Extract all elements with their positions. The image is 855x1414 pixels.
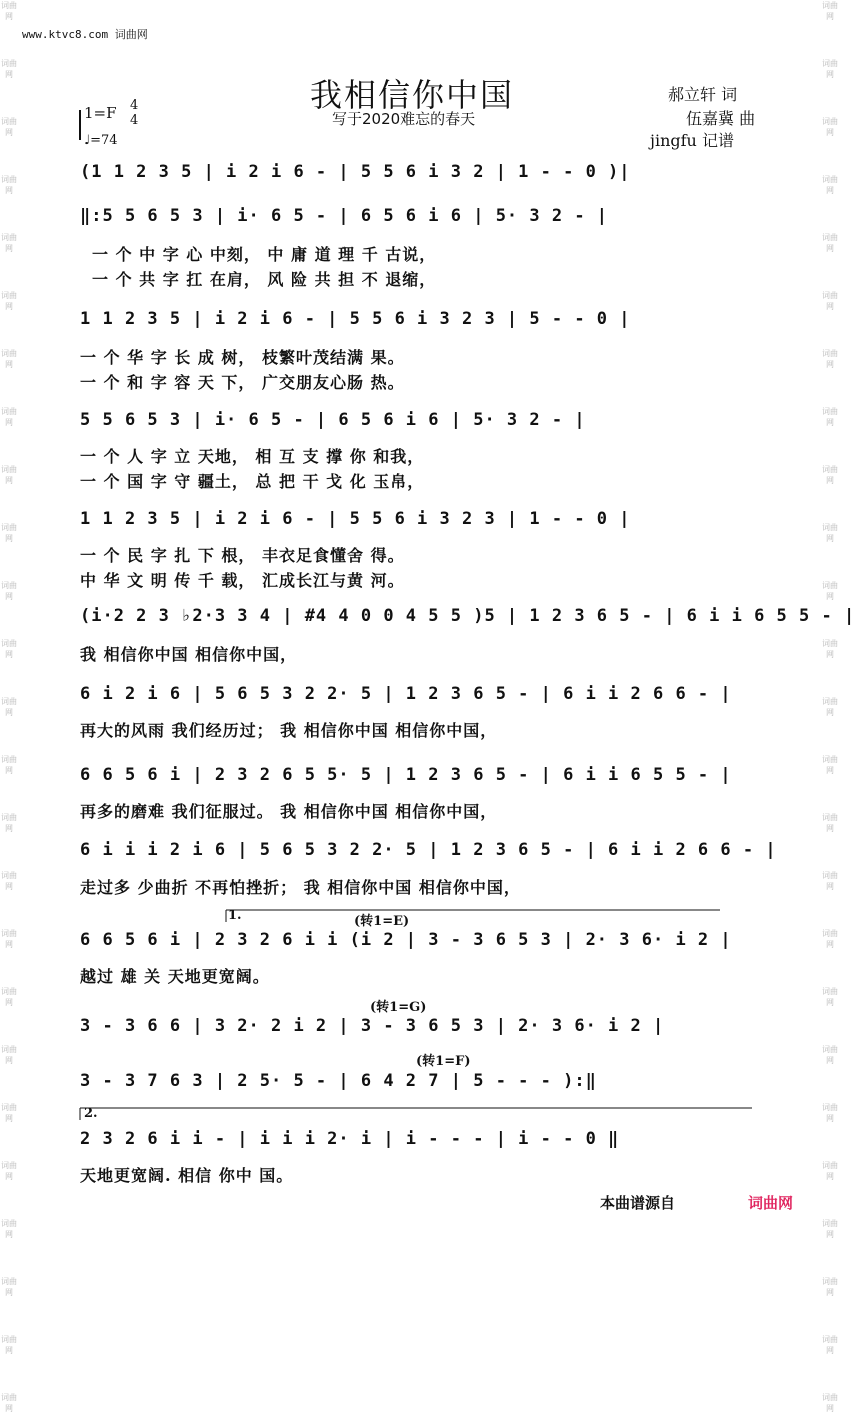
score-system-1-notes: (1 1 2 3 5 | i 2 i 6 - | 5 5 6 i 3 2 | 1 - - 0 )|: [80, 162, 631, 182]
quarter-note-icon: ♩: [84, 133, 91, 148]
composer-credit: 伍嘉冀 曲: [686, 109, 756, 128]
meter-bottom: 4: [130, 113, 139, 128]
score-system-8-lyrics-1: 再多的磨难 我们征服过。 我 相信你中国 相信你中国，: [80, 802, 498, 821]
source-label: 本曲谱源自: [600, 1194, 676, 1212]
score-system-8-notes: 6 6 5 6 i | 2 3 2 6 5 5· 5 | 1 2 3 6 5 - | 6 i i 6 5 5 - |: [80, 765, 732, 785]
meter-top: 4: [130, 98, 139, 113]
score-system-6-notes: (i·2 2 3 ♭2·3 3 4 | #4 4 0 0 4 5 5 )5 | 1 2 3 6 5 - | 6 i i 6 5 5 - |: [80, 606, 855, 626]
left-watermark-strip: 词曲网 词曲网 词曲网 词曲网 词曲网 词曲网 词曲网 词曲网 词曲网 词曲网 词曲网 词曲网 词曲网 词曲网 词曲网 词曲网 词曲网 词曲网 词曲网 词曲网 词曲网 词曲网 词曲网 词曲网 词曲网: [1, 1, 17, 1413]
right-watermark-strip: 词曲网 词曲网 词曲网 词曲网 词曲网 词曲网 词曲网 词曲网 词曲网 词曲网 词曲网 词曲网 词曲网 词曲网 词曲网 词曲网 词曲网 词曲网 词曲网 词曲网 词曲网 词曲网 词曲网 词曲网 词曲网: [822, 1, 838, 1413]
score-system-3-lyrics-2: 一 个 和 字 容 天 下， 广交朋友心肠 热。: [80, 373, 405, 392]
site-url[interactable]: www.ktvc8.com 词曲网: [22, 28, 148, 41]
score-system-2-notes: ‖:5 5 6 5 3 | i· 6 5 - | 6 5 6 i 6 | 5· 3 2 - |: [80, 206, 609, 226]
score-system-6-lyrics-1: 我 相信你中国 相信你中国，: [80, 645, 298, 664]
first-ending-mark: 1.: [228, 908, 242, 923]
lyricist-credit: 郝立轩 词: [668, 85, 738, 104]
score-system-3-notes: 1 1 2 3 5 | i 2 i 6 - | 5 5 6 i 3 2 3 | 5 - - 0 |: [80, 309, 631, 329]
modulation-to-e: (转1=E): [354, 914, 410, 929]
score-system-13-lyrics-1: 天地更宽阔. 相信 你中 国。: [80, 1166, 294, 1185]
score-system-5-lyrics-2: 中 华 文 明 传 千 载， 汇成长江与黄 河。: [80, 571, 405, 590]
score-system-7-notes: 6 i 2 i 6 | 5 6 5 3 2 2· 5 | 1 2 3 6 5 - | 6 i i 2 6 6 - |: [80, 684, 732, 704]
score-system-13-notes: 2 3 2 6 i i - | i i i 2· i | i - - - | i - - 0 ‖: [80, 1129, 620, 1149]
brand-logo-text[interactable]: 词曲网: [748, 1194, 794, 1212]
score-system-2-lyrics-1: 一 个 中 字 心 中刻， 中 庸 道 理 千 古说，: [92, 245, 437, 264]
score-system-4-lyrics-1: 一 个 人 字 立 天地， 相 互 支 撑 你 和我，: [80, 447, 425, 466]
score-system-2-lyrics-2: 一 个 共 字 扛 在肩， 风 险 共 担 不 退缩，: [92, 270, 437, 289]
score-system-5-notes: 1 1 2 3 5 | i 2 i 6 - | 5 5 6 i 3 2 3 | 1 - - 0 |: [80, 509, 631, 529]
score-system-9-lyrics-1: 走过多 少曲折 不再怕挫折； 我 相信你中国 相信你中国，: [80, 878, 521, 897]
score-system-4-notes: 5 5 6 5 3 | i· 6 5 - | 6 5 6 i 6 | 5· 3 2 - |: [80, 410, 586, 430]
score-system-4-lyrics-2: 一 个 国 字 守 疆土， 总 把 干 戈 化 玉帛，: [80, 472, 425, 491]
key-signature: 1=F: [84, 104, 117, 122]
modulation-to-f: (转1=F): [416, 1054, 471, 1069]
score-system-5-lyrics-1: 一 个 民 字 扎 下 根， 丰衣足食懂舍 得。: [80, 546, 405, 565]
transcriber-credit: jingfu 记谱: [650, 131, 734, 150]
second-ending-mark: 2.: [84, 1106, 98, 1121]
song-subtitle: 写于2020难忘的春天: [332, 110, 476, 128]
modulation-to-g: (转1=G): [370, 1000, 427, 1015]
score-system-10-lyrics-1: 越过 雄 关 天地更宽阔。: [80, 967, 270, 986]
score-system-9-notes: 6 i i i 2 i 6 | 5 6 5 3 2 2· 5 | 1 2 3 6 5 - | 6 i i 2 6 6 - |: [80, 840, 777, 860]
score-system-3-lyrics-1: 一 个 华 字 长 成 树， 枝繁叶茂结满 果。: [80, 348, 405, 367]
score-system-12-notes: 3 - 3 7 6 3 | 2 5· 5 - | 6 4 2 7 | 5 - - - ):‖: [80, 1071, 597, 1091]
score-system-7-lyrics-1: 再大的风雨 我们经历过； 我 相信你中国 相信你中国，: [80, 721, 498, 740]
tempo-marking: ♩=74: [84, 133, 118, 148]
score-system-10-notes: 6 6 5 6 i | 2 3 2 6 i i (i 2 | 3 - 3 6 5 3 | 2· 3 6· i 2 |: [80, 930, 732, 950]
song-title: 我相信你中国: [310, 76, 515, 114]
score-system-11-notes: 3 - 3 6 6 | 3 2· 2 i 2 | 3 - 3 6 5 3 | 2· 3 6· i 2 |: [80, 1016, 665, 1036]
